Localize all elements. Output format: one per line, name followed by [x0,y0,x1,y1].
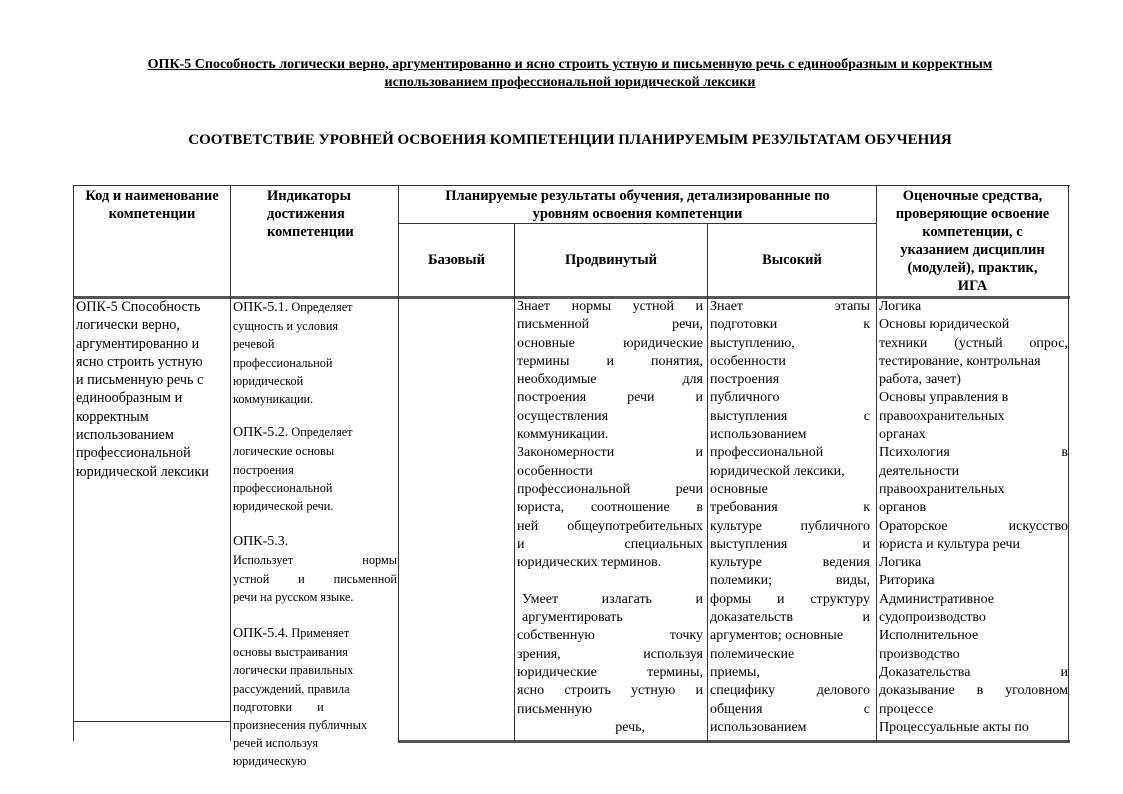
cell-line [710,536,870,554]
cell-line: Определяет [291,300,353,314]
cell-line: производство [879,646,960,662]
cell-word: и [298,571,305,586]
cell-word: (устный [954,335,1003,351]
header-level-high: Высокий [762,252,822,268]
cell-word: выступления [710,536,788,552]
cell-line [879,518,1068,536]
cell-word: устную [631,683,676,699]
col-border-3 [514,223,515,742]
cell-line: юридической [233,373,304,388]
cell-word: Использует [233,553,294,568]
section-heading: СООТВЕТСТВИЕ УРОВНЕЙ ОСВОЕНИЯ КОМПЕТЕНЦИИ ПЛАНИРУЕМЫМ РЕЗУЛЬТАТАМ ОБУЧЕНИЯ [188,132,952,148]
cell-line [710,518,870,536]
cell-word: построения [517,390,587,406]
advanced-level-cell [517,298,703,737]
cell-line [517,682,703,700]
cell-line: использованием [710,427,807,443]
cell-line: речевой [233,337,275,352]
cell-line: использованием [76,427,174,444]
cell-word: виды, [835,573,870,589]
cell-word: излагать [601,591,652,607]
cell-word: понятия, [651,353,703,369]
cell-word: и [776,591,785,607]
cell-word: термины [517,353,570,369]
header-text: Планируемые результаты обучения, детализированные по [445,188,830,204]
header-text: Код и наименование [85,188,219,204]
cell-word: юридические [623,335,703,351]
competence-cell [76,298,230,481]
cell-word: для [682,372,703,388]
cell-word: общеупотребительных [567,518,703,534]
cell-line: органах [879,427,926,443]
cell-line [517,481,703,499]
cell-word: требования [710,500,778,516]
cell-word: Закономерности [517,445,615,461]
cell-line: Риторика [879,573,935,589]
cell-word: искусство [1008,518,1068,534]
header-text: указанием дисциплин [900,242,1045,258]
cell-word: Доказательства [879,664,971,680]
cell-line [517,591,703,609]
cell-line [710,682,870,700]
cell-line: основы выстраивания [233,645,348,660]
header-text: компетенции [108,206,196,222]
cell-word: в [1061,445,1068,461]
cell-line: публичного [710,390,780,406]
cell-word: доказательств [710,610,793,626]
cell-line: юридической речи. [233,499,334,514]
cell-word: и [862,610,870,626]
cell-line: построения [710,372,780,388]
header-text: Индикаторы [267,188,351,204]
cell-line: речи на русском языке. [233,589,354,604]
cell-word: выступления [710,408,788,424]
header-text: ИГА [957,278,988,294]
cell-line [879,664,1068,682]
cell-word: используя [643,646,703,662]
cell-line: речей используя [233,736,319,751]
cell-line: профессиональной [233,355,333,370]
header-planned-results [399,187,876,223]
cell-word: юридические [517,664,597,680]
cell-line: выступлению, [710,335,795,351]
cell-line: тестирование, контрольная [879,353,1041,369]
cell-word: с [863,701,870,717]
indicator-opk-5-4 [233,624,397,771]
cell-word: нормы [362,553,397,568]
cell-line: особенности [517,463,593,479]
cell-line [517,298,703,316]
cell-line [710,701,870,719]
cell-word: речи [675,481,703,497]
cell-word: полемики; [710,573,773,589]
cell-word: зрения, [517,646,561,662]
cell-word: культуре [710,518,762,534]
cell-line: сущность и условия [233,319,339,334]
cell-line [710,316,870,334]
cell-line [517,353,703,371]
subheader-divider [398,223,876,224]
cell-line: юридической лексики [76,463,209,480]
cell-line [710,408,870,426]
cell-word: соотношение [590,500,670,516]
cell-word: специфику [710,683,776,699]
header-text: проверяющие освоение [895,206,1050,222]
high-level-cell [710,298,870,737]
cell-line: письменную [517,701,593,717]
cell-line: использованием [710,719,807,735]
cell-word: устной [632,299,674,314]
cell-line: аргументировать [522,610,623,626]
col-border-4 [707,223,708,742]
header-text: Оценочные средства, [902,188,1043,204]
cell-word: в [696,500,703,516]
basic-level-cell [399,298,514,738]
cell-line: правоохранительных [879,481,1005,497]
cell-word: письменной [517,317,590,333]
document-title [70,56,1070,92]
cell-word: строить [564,683,611,699]
cell-word: специальных [624,536,703,552]
header-competence [74,187,230,223]
cell-line: деятельности [879,463,960,479]
table-border-bottom [398,740,1070,743]
header-text: компетенции [267,224,354,240]
cell-word: термины, [647,664,703,680]
cell-word: техники [879,335,928,351]
cell-line [517,518,703,536]
cell-word: точку [669,628,703,644]
header-level-basic: Базовый [428,252,485,268]
header-text: уровням освоения компетенции [532,206,743,222]
cell-word: и [695,591,703,607]
cell-line [517,646,703,664]
cell-line [517,664,703,682]
cell-line: особенности [710,353,786,369]
cell-line: ОПК-5 Способность [76,299,201,315]
indicator-opk-5-3 [233,533,397,606]
cell-line [710,572,870,590]
cell-word: основные [517,335,575,351]
cell-line: Административное [879,591,995,607]
cell-line: процессе [879,701,934,717]
col-border-0 [73,185,74,741]
cell-line: юридической лексики, [710,463,845,479]
indicator-code: ОПК-5.1. [233,300,289,315]
row-divider-col1 [73,721,230,722]
col-border-1 [230,185,231,741]
header-level-advanced: Продвинутый [564,252,658,268]
cell-line: логические основы [233,444,335,459]
cell-word: ней [517,518,539,534]
cell-word: профессиональной [517,481,631,497]
cell-line: коммуникации. [233,392,314,407]
cell-line: работа, зачет) [879,372,961,388]
cell-line: Процессуальные акты по [879,719,1029,735]
cell-word: и [695,299,703,314]
cell-word: речи, [672,317,703,333]
cell-word: этапы [834,299,870,314]
cell-line [517,371,703,389]
cell-line [879,444,1068,462]
cell-word: речи [627,390,655,406]
cell-line [517,444,703,462]
cell-word: Умеет [522,591,559,607]
cell-line: правоохранительных [879,408,1005,424]
cell-line: юридическую [233,754,307,769]
cell-word: к [863,317,870,333]
cell-word: с [863,408,870,424]
cell-line [710,591,870,609]
cell-line: логически правильных [233,663,354,678]
table-border-top [73,185,1070,186]
cell-line [517,389,703,407]
cell-word: структуру [810,591,870,607]
cell-word: письменной [333,571,397,586]
cell-line [517,499,703,517]
cell-line: Основы управления в [879,390,1009,406]
document-title-line-2: использованием профессиональной юридической лексики [384,75,756,90]
header-text: достижения [267,206,345,222]
cell-word: ведения [822,555,870,571]
cell-line [517,316,703,334]
cell-word: Знает [517,299,551,314]
cell-line: полемические [710,646,795,662]
assessment-cell [879,298,1068,737]
cell-word: и [1060,664,1068,680]
cell-word: и [606,353,614,369]
cell-word: и [695,390,703,406]
cell-line [517,572,703,590]
header-indicators [231,187,398,241]
cell-word: подготовки [710,317,778,333]
cell-word: формы [710,591,752,607]
cell-word: и [517,536,525,552]
header-assessment [877,187,1068,295]
cell-word: общения [710,701,763,717]
cell-word: публичного [800,518,870,534]
cell-line: и письменную речь с [76,372,204,389]
cell-line: Определяет [291,425,353,440]
cell-word: и [695,445,703,461]
cell-line: приемы, [710,664,760,680]
cell-line [879,682,1068,700]
cell-line: Логика [879,299,922,314]
cell-line [517,536,703,554]
cell-line: ясно строить устную [76,353,203,370]
cell-line [517,335,703,353]
cell-word: ясно [517,683,545,699]
cell-line: логически верно, [76,317,180,334]
cell-line: подготовки и [233,699,324,714]
cell-line [517,627,703,645]
cell-line [710,298,870,316]
cell-line: профессиональной [233,480,333,495]
cell-line: Применяет [291,626,350,641]
cell-word: делового [816,683,870,699]
cell-word: Ораторское [879,518,948,534]
cell-line: профессиональной [710,445,824,461]
cell-line: корректным [76,408,149,425]
cell-word: Психология [879,445,950,461]
cell-word: собственную [517,628,595,644]
cell-word: культуре [710,555,762,571]
cell-word: и [862,536,870,552]
cell-word: к [863,500,870,516]
cell-word: опрос, [1029,335,1068,351]
cell-line: Исполнительное [879,628,979,644]
cell-line: Основы юридической [879,317,1010,333]
cell-word: в [976,683,984,699]
document-title-line-1: ОПК-5 Способность логически верно, аргументированно и ясно строить устную и письменную речь с единообразным и корректным [147,57,993,72]
indicator-code: ОПК-5.2. [233,425,289,441]
cell-word: устной [233,571,270,586]
cell-word: Знает [710,299,744,314]
cell-line: Логика [879,555,922,571]
indicator-code: ОПК-5.3. [233,534,289,550]
col-border-6 [1068,185,1069,742]
cell-line: профессиональной [76,445,191,462]
cell-word: нормы [571,299,612,314]
cell-line: построения [233,462,294,477]
cell-line: органов [879,500,927,516]
cell-line [710,499,870,517]
header-text: компетенции, с [922,224,1023,240]
cell-line [879,335,1068,353]
cell-line: юридических терминов. [517,555,662,571]
cell-line: единообразным и [76,390,183,407]
cell-line: основные [710,481,768,497]
cell-word: необходимые [517,372,597,388]
cell-line: аргументов; основные [710,628,844,644]
cell-line [710,609,870,627]
indicator-opk-5-2 [233,423,397,515]
indicator-code: ОПК-5.4. [233,626,289,642]
cell-line: речь, [615,719,645,735]
cell-line: осуществления [517,408,609,424]
cell-line: юриста и культура речи [879,536,1021,552]
cell-line: аргументированно и [76,335,200,352]
indicators-cell [233,298,397,771]
cell-line [710,554,870,572]
cell-line: произнесения публичных [233,718,368,733]
cell-line: судопроизводство [879,610,986,626]
indicator-opk-5-1 [233,298,397,408]
header-text: (модулей), практик, [907,260,1038,276]
cell-word: доказывание [879,683,955,699]
cell-word: и [695,683,703,699]
cell-word: юриста, [517,500,565,516]
cell-word: уголовном [1005,683,1068,699]
cell-line: рассуждений, правила [233,681,350,696]
cell-line: коммуникации. [517,427,609,443]
